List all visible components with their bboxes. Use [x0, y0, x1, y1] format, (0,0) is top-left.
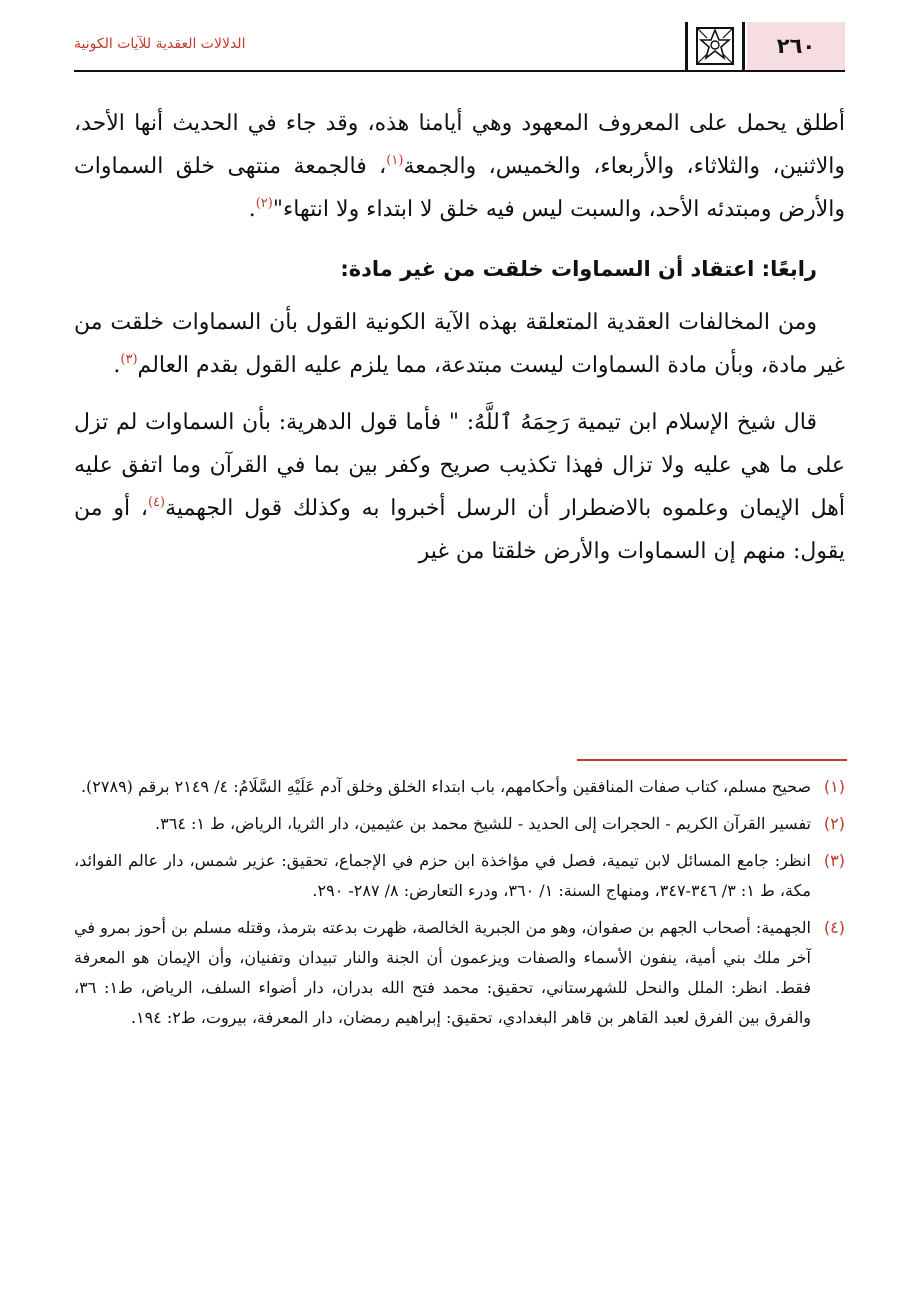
ornament-divider — [742, 22, 745, 70]
footnote-item — [74, 846, 845, 906]
running-title: الدلالات العقدية للآيات الكونية — [74, 36, 246, 52]
paragraph-text: . — [248, 197, 256, 222]
footnote-number: (١) — [823, 777, 845, 796]
paragraph-3 — [74, 401, 845, 573]
footnote-item — [74, 772, 845, 802]
main-text — [74, 102, 845, 573]
paragraph-text: ، فالجمعة منتهى خلق السماوات والأرض ومبتدئه الأحد، والسبت ليس فيه خلق لا ابتداء ولا انتهاء" — [74, 154, 845, 222]
paragraph-text: ومن المخالفات العقدية المتعلقة بهذه الآية الكونية القول بأن السماوات خلقت من غير مادة، وبأن مادة السماوات ليست مبتدعة، مما يلزم عليه القول بقدم العالم — [74, 310, 845, 378]
ornament-icon — [685, 22, 745, 70]
footnote-item — [74, 913, 845, 1033]
footnotes — [74, 772, 845, 1040]
footnote-number: (٣) — [823, 851, 845, 870]
paragraph-1 — [74, 102, 845, 231]
footnote-text: صحيح مسلم، كتاب صفات المنافقين وأحكامهم، باب ابتداء الخلق وخلق آدم عَلَيْهِ السَّلَامُ: ٤/ ٢١٤٩ برقم (٢٧٨٩). — [80, 777, 811, 796]
footnote-item — [74, 809, 845, 839]
page-header — [74, 22, 845, 72]
paragraph-text: ، أو من يقول: منهم إن السماوات والأرض خلقتا من غير — [74, 496, 845, 564]
header-rule — [74, 70, 845, 72]
paragraph-text: قال شيخ الإسلام ابن تيمية رَحِمَهُ ٱللَّهُ: " فأما قول الدهرية: بأن السماوات لم تزل على ما هي عليه ولا تزال فهذا تكذيب صريح وكفر بين بما في القرآن وما اتفق عليه أهل الإيمان وعلموه بالاضطرار أن الرسل أخبروا به وكذلك قول الجهمية — [74, 410, 845, 521]
footnote-separator — [577, 759, 847, 761]
paragraph-2 — [74, 301, 845, 387]
page-number — [747, 22, 845, 70]
page-number-text: ٢٦٠ — [776, 34, 816, 58]
footnote-ref[interactable]: (١) — [386, 153, 404, 168]
paragraph-gap — [74, 387, 845, 401]
footnote-ref[interactable]: (٣) — [120, 352, 138, 367]
paragraph-text: . — [113, 353, 121, 378]
section-heading: رابعًا: اعتقاد أن السماوات خلقت من غير مادة: — [340, 257, 817, 281]
footnote-number: (٤) — [823, 918, 845, 937]
paragraph-text: أطلق يحمل على المعروف المعهود وهي أيامنا هذه، وقد جاء في الحديث أنها الأحد، والاثنين، والثلاثاء، والأربعاء، والخميس، والجمعة — [74, 111, 846, 179]
footnote-number: (٢) — [823, 814, 845, 833]
footnote-ref[interactable]: (٤) — [147, 495, 166, 510]
footnote-text: انظر: جامع المسائل لابن تيمية، فصل في مؤاخذة ابن حزم في الإجماع، تحقيق: عزير شمس، دار عالم الفوائد، مكة، ط ١: ٣/ ٣٤٦-٣٤٧، ومنهاج السنة: ١/ ٣٦٠، ودرء التعارض: ٨/ ٢٨٧- ٢٩٠. — [74, 851, 811, 900]
footnote-ref[interactable]: (٢) — [255, 196, 273, 211]
footnote-text: الجهمية: أصحاب الجهم بن صفوان، وهو من الجبرية الخالصة، ظهرت بدعته بترمذ، وقتله مسلم بن أحوز بمرو في آخر ملك بني أمية، ينفون الأسماء والصفات ويزعمون أن الجنة والنار تبيدان وتفنيان، وأن الإيمان هو المعرفة فقط. انظر: الملل والنحل للشهرستاني، تحقيق: محمد فتح الله بدران، دار أضواء السلف، الرياض، ط١: ٣٦، والفرق بين الفرق لعبد القاهر بن قاهر البغدادي، تحقيق: إبراهيم رمضان، دار المعرفة، بيروت، ط٢: ١٩٤. — [74, 918, 811, 1027]
footnote-text: تفسير القرآن الكريم - الحجرات إلى الحديد - للشيخ محمد بن عثيمين، دار الثريا، الرياض، ط ١: ٣٦٤. — [155, 814, 811, 833]
star-ornament-icon — [695, 26, 735, 66]
ornament-divider — [685, 22, 688, 70]
